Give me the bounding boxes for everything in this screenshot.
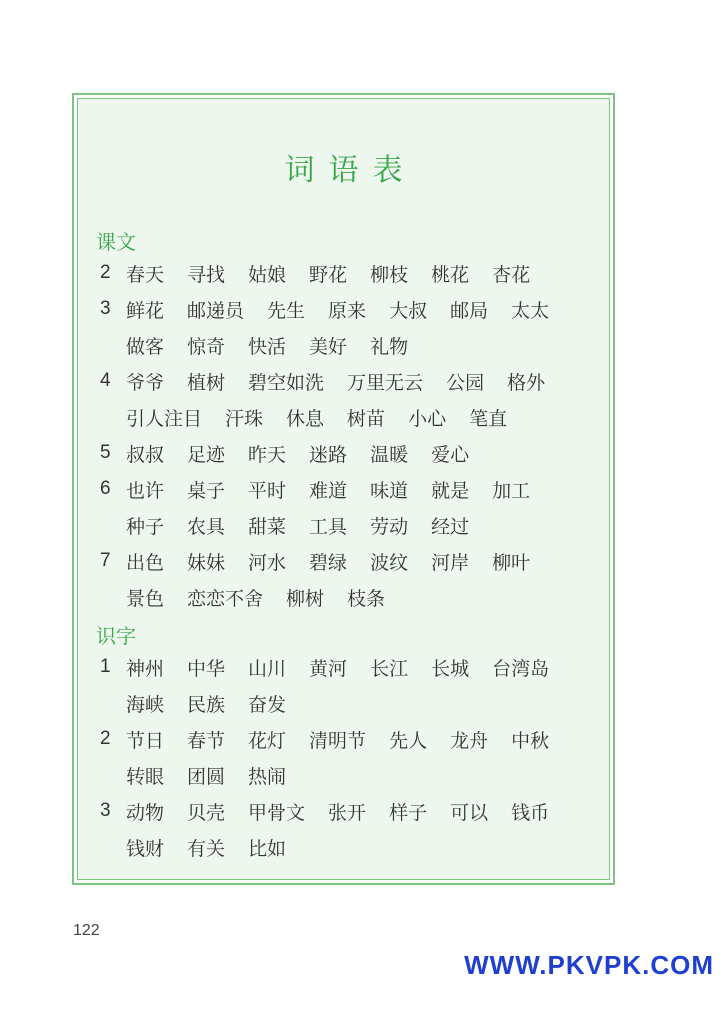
vocab-word: 邮递员: [187, 299, 245, 322]
lesson-number: 6: [100, 478, 111, 499]
vocab-word: 波纹: [370, 551, 409, 574]
vocab-word: 长城: [431, 657, 470, 680]
vocab-word: 先人: [389, 729, 428, 752]
vocab-word: 河岸: [431, 551, 470, 574]
vocab-word: 树苗: [347, 407, 386, 430]
vocab-word: 中华: [187, 657, 226, 680]
vocab-word: 出色: [126, 551, 165, 574]
vocab-word: 有关: [187, 837, 226, 860]
vocab-word: 龙舟: [450, 729, 489, 752]
vocab-word: 恋恋不舍: [187, 587, 264, 610]
vocab-word: 劳动: [370, 515, 409, 538]
vocab-word: 钱财: [126, 837, 165, 860]
page-title: 词语表: [284, 153, 417, 188]
vocab-word: 先生: [267, 299, 306, 322]
vocab-word: 枝条: [347, 587, 386, 610]
vocab-word: 野花: [309, 263, 348, 286]
word-row: [126, 330, 431, 360]
vocab-word: 台湾岛: [492, 657, 550, 680]
word-row: [126, 724, 572, 754]
vocab-word: 叔叔: [126, 443, 165, 466]
vocab-word: 植树: [187, 371, 226, 394]
vocab-word: 大叔: [389, 299, 428, 322]
vocab-word: 工具: [309, 515, 348, 538]
vocab-word: 柳枝: [370, 263, 409, 286]
word-row: [126, 546, 553, 576]
vocab-word: 引人注目: [126, 407, 203, 430]
vocab-word: 经过: [431, 515, 470, 538]
vocab-word: 原来: [328, 299, 367, 322]
vocab-word: 民族: [187, 693, 226, 716]
vocab-word: 甜菜: [248, 515, 287, 538]
vocab-word: 迷路: [309, 443, 348, 466]
vocab-word: 快活: [248, 335, 287, 358]
vocab-word: 惊奇: [187, 335, 226, 358]
vocab-word: 桃花: [431, 263, 470, 286]
vocab-word: 万里无云: [347, 371, 424, 394]
vocab-word: 神州: [126, 657, 165, 680]
lesson-number: 3: [100, 800, 111, 821]
vocab-word: 清明节: [309, 729, 367, 752]
vocab-word: 热闹: [248, 765, 287, 788]
vocab-word: 小心: [408, 407, 447, 430]
vocab-word: 比如: [248, 837, 287, 860]
vocab-word: 奋发: [248, 693, 287, 716]
lesson-number: 3: [100, 298, 111, 319]
lesson-number: 4: [100, 370, 111, 391]
vocab-word: 寻找: [187, 263, 226, 286]
section-heading: 课文: [96, 230, 136, 254]
word-row: [126, 510, 492, 540]
vocab-word: 昨天: [248, 443, 287, 466]
vocab-word: 也许: [126, 479, 165, 502]
vocab-word: 可以: [450, 801, 489, 824]
vocab-word: 做客: [126, 335, 165, 358]
vocab-word: 花灯: [248, 729, 287, 752]
vocab-word: 样子: [389, 801, 428, 824]
word-row: [126, 688, 309, 718]
vocab-word: 平时: [248, 479, 287, 502]
vocab-word: 节日: [126, 729, 165, 752]
lesson-number: 1: [100, 656, 111, 677]
section-heading: 识字: [96, 624, 136, 648]
word-row: [126, 582, 408, 612]
site-watermark: WWW.PKVPK.COM: [464, 950, 714, 980]
vocab-word: 加工: [492, 479, 531, 502]
word-row: [126, 652, 572, 682]
vocab-word: 妹妹: [187, 551, 226, 574]
word-row: [126, 796, 572, 826]
vocab-word: 笔直: [469, 407, 508, 430]
lesson-number: 2: [100, 262, 111, 283]
vocab-word: 甲骨文: [248, 801, 306, 824]
vocab-word: 难道: [309, 479, 348, 502]
vocab-word: 长江: [370, 657, 409, 680]
vocab-word: 海峡: [126, 693, 165, 716]
vocabulary-frame: [72, 93, 615, 885]
vocab-word: 河水: [248, 551, 287, 574]
vocab-word: 爱心: [431, 443, 470, 466]
word-row: [126, 294, 572, 324]
vocab-word: 邮局: [450, 299, 489, 322]
word-row: [126, 438, 492, 468]
vocab-word: 杏花: [492, 263, 531, 286]
word-row: [126, 474, 553, 504]
vocab-word: 贝壳: [187, 801, 226, 824]
vocab-word: 格外: [507, 371, 546, 394]
vocab-word: 太太: [511, 299, 550, 322]
vocab-word: 公园: [446, 371, 485, 394]
vocab-word: 温暖: [370, 443, 409, 466]
vocab-word: 姑娘: [248, 263, 287, 286]
vocab-word: 钱币: [511, 801, 550, 824]
vocab-word: 美好: [309, 335, 348, 358]
vocab-word: 鲜花: [126, 299, 165, 322]
vocab-word: 团圆: [187, 765, 226, 788]
vocab-word: 春节: [187, 729, 226, 752]
vocab-word: 柳树: [286, 587, 325, 610]
vocab-word: 春天: [126, 263, 165, 286]
word-row: [126, 760, 309, 790]
vocab-word: 汗珠: [225, 407, 264, 430]
vocab-word: 山川: [248, 657, 287, 680]
vocab-word: 张开: [328, 801, 367, 824]
vocab-word: 碧空如洗: [248, 371, 325, 394]
vocab-word: 景色: [126, 587, 165, 610]
vocab-word: 柳叶: [492, 551, 531, 574]
vocab-word: 休息: [286, 407, 325, 430]
vocab-word: 足迹: [187, 443, 226, 466]
lesson-number: 2: [100, 728, 111, 749]
word-row: [126, 402, 530, 432]
word-row: [126, 366, 568, 396]
vocab-word: 就是: [431, 479, 470, 502]
vocab-word: 桌子: [187, 479, 226, 502]
vocab-word: 中秋: [511, 729, 550, 752]
word-row: [126, 832, 309, 862]
vocab-word: 礼物: [370, 335, 409, 358]
vocab-word: 爷爷: [126, 371, 165, 394]
vocab-word: 转眼: [126, 765, 165, 788]
vocab-word: 味道: [370, 479, 409, 502]
vocab-word: 农具: [187, 515, 226, 538]
vocab-word: 种子: [126, 515, 165, 538]
lesson-number: 5: [100, 442, 111, 463]
lesson-number: 7: [100, 550, 111, 571]
word-row: [126, 258, 553, 288]
vocabulary-panel: [77, 98, 610, 880]
vocab-word: 碧绿: [309, 551, 348, 574]
vocab-word: 黄河: [309, 657, 348, 680]
vocab-word: 动物: [126, 801, 165, 824]
page-number: 122: [73, 922, 100, 939]
